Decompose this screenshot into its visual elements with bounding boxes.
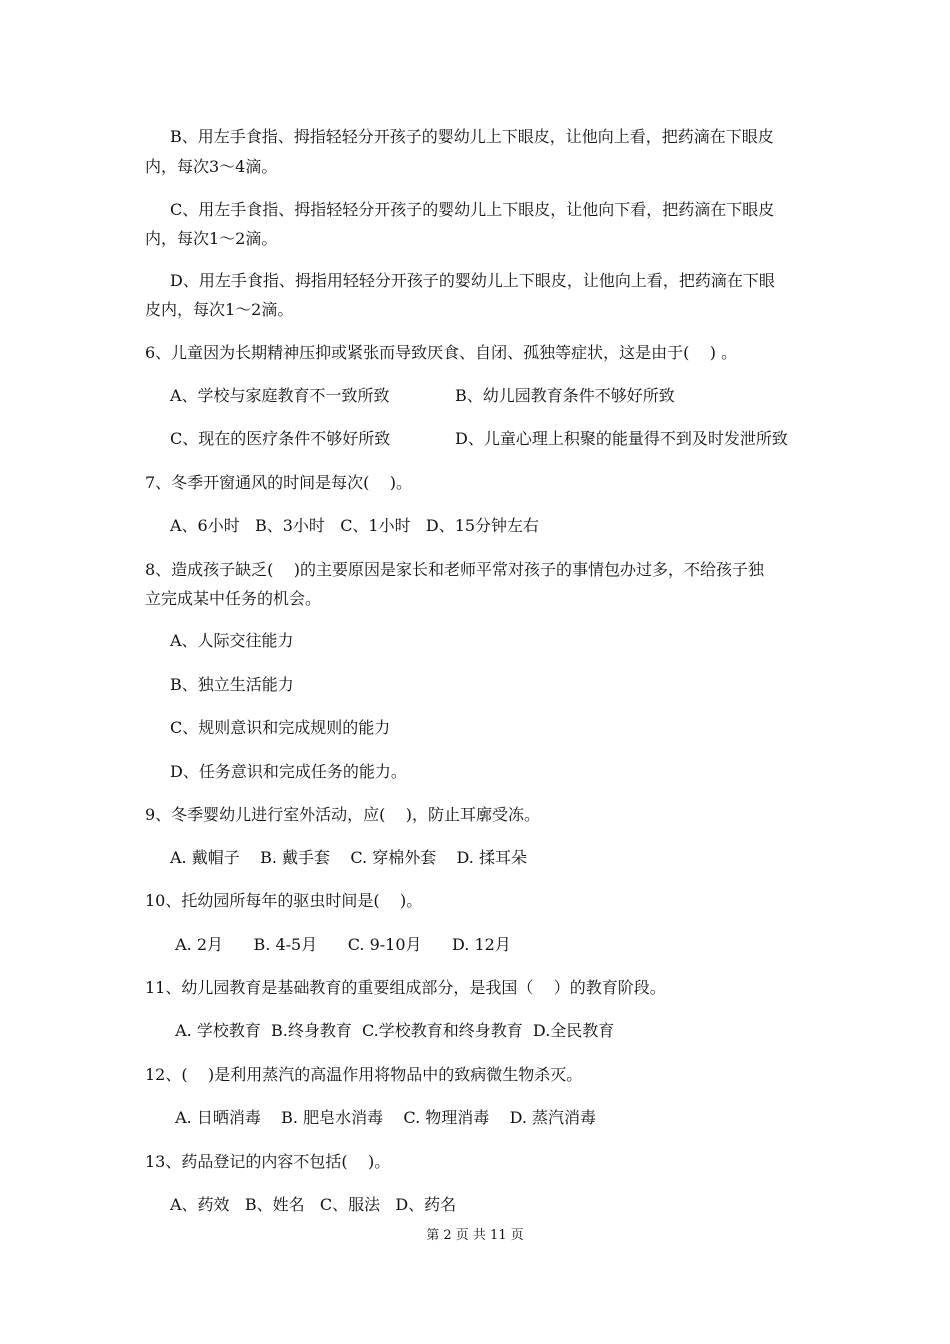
question-11-stem: 11、幼儿园教育是基础教育的重要组成部分，是我国（ ）的教育阶段。 <box>145 978 666 997</box>
question-6-option-a: A、学校与家庭教育不一致所致 <box>170 386 390 405</box>
question-8-option-c: C、规则意识和完成规则的能力 <box>170 718 391 737</box>
option-c-line: C、用左手食指、拇指轻轻分开孩子的婴幼儿上下眼皮，让他向下看，把药滴在下眼皮 <box>170 200 775 219</box>
question-10-options: A. 2月 B. 4-5月 C. 9-10月 D. 12月 <box>170 935 511 954</box>
question-13-stem: 13、药品登记的内容不包括( )。 <box>145 1152 391 1171</box>
question-11-options: A. 学校教育 B.终身教育 C.学校教育和终身教育 D.全民教育 <box>170 1021 615 1040</box>
option-b-continuation: 内，每次3～4滴。 <box>145 157 278 176</box>
question-6-option-d: D、儿童心理上积聚的能量得不到及时发泄所致 <box>455 429 788 448</box>
question-9-options: A. 戴帽子 B. 戴手套 C. 穿棉外套 D. 揉耳朵 <box>170 848 527 867</box>
question-9-stem: 9、冬季婴幼儿进行室外活动，应( )，防止耳廓受冻。 <box>145 805 541 824</box>
question-7-options: A、6小时 B、3小时 C、1小时 D、15分钟左右 <box>170 516 540 535</box>
question-6-option-b: B、幼儿园教育条件不够好所致 <box>455 386 675 405</box>
question-8-stem: 8、造成孩子缺乏( )的主要原因是家长和老师平常对孩子的事情包办过多，不给孩子独 <box>145 560 765 579</box>
question-10-stem: 10、托幼园所每年的驱虫时间是( )。 <box>145 891 423 910</box>
option-d-line: D、用左手食指、拇指用轻轻分开孩子的婴幼儿上下眼皮，让他向上看，把药滴在下眼 <box>170 271 775 290</box>
question-6-option-c: C、现在的医疗条件不够好所致 <box>170 429 391 448</box>
question-12-stem: 12、( )是利用蒸汽的高温作用将物品中的致病微生物杀灭。 <box>145 1065 583 1084</box>
question-12-options: A. 日晒消毒 B. 肥皂水消毒 C. 物理消毒 D. 蒸汽消毒 <box>170 1108 597 1127</box>
question-8-stem-continuation: 立完成某中任务的机会。 <box>145 589 322 608</box>
question-8-option-b: B、独立生活能力 <box>170 675 294 694</box>
option-c-continuation: 内，每次1～2滴。 <box>145 229 278 248</box>
question-6-stem: 6、儿童因为长期精神压抑或紧张而导致厌食、自闭、孤独等症状，这是由于( ) 。 <box>145 343 738 362</box>
question-8-option-d: D、任务意识和完成任务的能力。 <box>170 762 407 781</box>
page-footer: 第 2 页 共 11 页 <box>426 1228 524 1243</box>
question-8-option-a: A、人际交往能力 <box>170 631 294 650</box>
option-b-line: B、用左手食指、拇指轻轻分开孩子的婴幼儿上下眼皮，让他向上看，把药滴在下眼皮 <box>170 127 774 146</box>
option-d-continuation: 皮内，每次1～2滴。 <box>145 300 294 319</box>
question-13-options: A、药效 B、姓名 C、服法 D、药名 <box>170 1195 457 1214</box>
question-7-stem: 7、冬季开窗通风的时间是每次( )。 <box>145 473 413 492</box>
